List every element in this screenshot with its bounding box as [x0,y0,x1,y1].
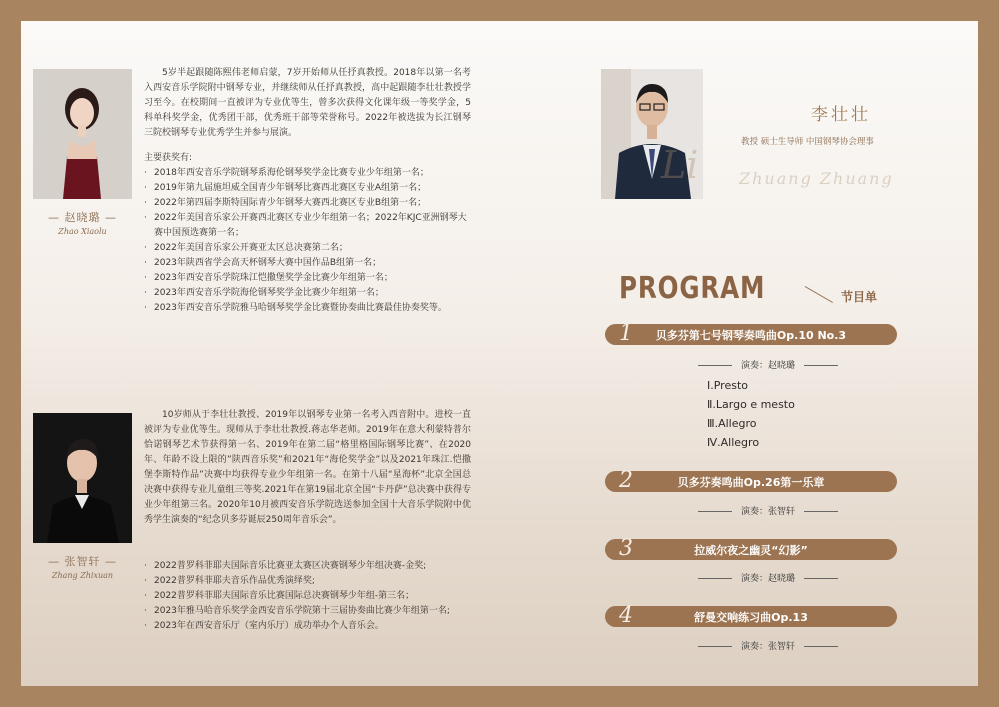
teacher-title: 教授 硕士生导师 中国钢琴协会理事 [741,137,874,147]
teacher-script-surname: Li [661,143,699,187]
award-item: · 2023年雅马哈音乐奖学金西安音乐学院第十三届协奏曲比赛少年组第一名; [144,604,471,619]
program-item-performer [689,639,847,652]
program-item-number: 2 [619,468,633,493]
divider-line [698,365,732,366]
award-item: · 2023年西安音乐学院海伦钢琴奖学金比赛少年组第一名； [144,286,471,301]
student2-bio [144,408,471,528]
student2-bio-text: 10岁师从于李壮壮教授、2019年以钢琴专业第一名考入西音附中。进校一直被评为专业优等生。现师从于李壮壮教授.蒋志华老师。2019年在意大利蒙特普尔恰诺钢琴艺术节获得第一名、2019年在第二届“格里格国际钢琴比赛”、在2020年、年龄不设上限的”陕西音乐奖”和2021年“海伦奖学金”以及2021年珠江.恺撒堡李斯特作品”决赛中均获得专业少年组第一名。在第十八届“星海杯”北京全国总决赛中获得专业儿童组三等奖.2021年在第19届北京全国“卡丹萨”总决赛中获得专业少年组第三名。2020年10月被西安音乐学院选送参加全国十大音乐学院附中优秀学生演奏的“纪念贝多芬诞辰250周年音乐会”。 [144,410,471,525]
portrait-zhao-xiaolu [33,69,132,199]
movement-list [707,376,795,452]
program-item-bar [605,603,897,628]
student2-awards [144,559,471,634]
student2-name-script: Zhang Zhixuan [51,571,114,580]
movement-item: Ⅰ.Presto [707,379,749,392]
student1-awards [144,151,471,316]
program-item-number: 3 [619,536,633,561]
program-item-title: 贝多芬第七号钢琴奏鸣曲Op.10 No.3 [655,329,847,342]
teacher-script-given: Zhuang Zhuang [739,169,894,188]
program-item-number: 1 [619,321,633,346]
performer-label: 演奏：赵晓璐 [741,361,796,371]
divider-line [804,646,838,647]
award-item: · 2023年西安音乐学院珠江恺撒堡奖学金比赛少年组第一名； [144,271,471,286]
performer-label: 演奏：张智轩 [741,507,796,517]
award-item: · 2019年第九届施坦威全国青少年钢琴比赛西北赛区专业A组第一名； [144,181,471,196]
program-item-bar [605,468,897,493]
divider-line [698,511,732,512]
program-item-title: 拉威尔夜之幽灵“幻影” [694,544,808,557]
award-item: · 2023年西安音乐学院雅马哈钢琴奖学金比赛暨协奏曲比赛最佳协奏奖等。 [144,301,471,316]
teacher-name: 李壮壮 [811,105,871,125]
awards-heading: 主要获奖有: [144,153,193,163]
performer-label: 演奏：张智轩 [741,642,796,652]
student1-name: — 赵晓璐 — [48,211,117,224]
program-subheading: 节目单 [841,290,878,304]
award-item: · 2022普罗科菲耶夫音乐作品优秀演绎奖; [144,574,471,589]
program-item-title: 舒曼交响练习曲Op.13 [694,611,808,624]
student1-bio [144,66,471,141]
student1-name-script: Zhao Xiaolu [58,227,107,236]
performer-label: 演奏：赵晓璐 [741,574,796,584]
award-item: · 2022年美国音乐家公开赛西北赛区专业少年组第一名；2022年KJC亚洲钢琴大赛中国预选赛第一名； [144,211,471,241]
divider-line [804,578,838,579]
divider-line [804,511,838,512]
movement-item: Ⅱ.Largo e mesto [707,398,795,411]
program-divider [805,286,833,303]
award-item: · 2022普罗科菲耶夫国际音乐比赛国际总决赛钢琴少年组-第三名； [144,589,471,604]
movement-item: Ⅲ.Allegro [707,417,757,430]
program-item-performer [689,504,847,517]
program-heading: PROGRAM [619,271,766,306]
award-item: · 2018年西安音乐学院钢琴系海伦钢琴奖学金比赛专业少年组第一名； [144,166,471,181]
award-item: · 2023年在西安音乐厅（室内乐厅）成功举办个人音乐会。 [144,619,471,634]
award-item: · 2023年陕西省学会高天杯钢琴大赛中国作品B组第一名； [144,256,471,271]
portrait-zhang-zhixuan [33,413,132,543]
divider-line [698,646,732,647]
program-item-bar [605,321,897,346]
program-item-number: 4 [619,603,633,628]
award-item: · 2022年美国音乐家公开赛亚太区总决赛第二名； [144,241,471,256]
program-item-bar [605,536,897,561]
award-item: · 2022年第四届李斯特国际青少年钢琴大赛西北赛区专业B组第一名； [144,196,471,211]
program-item-title: 贝多芬奏鸣曲Op.26第一乐章 [677,476,825,489]
student2-name: — 张智轩 — [48,555,117,568]
program-item-performer [689,571,847,584]
program-item-performer [689,358,847,371]
movement-item: Ⅳ.Allegro [707,436,760,449]
divider-line [804,365,838,366]
program-sheet [21,21,978,686]
divider-line [698,578,732,579]
award-item: · 2022普罗科菲耶夫国际音乐比赛亚太赛区决赛钢琴少年组决赛-金奖; [144,559,471,574]
student1-bio-text: 5岁半起跟随陈熙伟老师启蒙，7岁开始师从任抒真教授。2018年以第一名考入西安音乐学院附中钢琴专业，并继续师从任抒真教授，高中起跟随李壮壮教授学习至今。在校期间一直被评为专业优等生，曾多次获得文化课年级一等奖学金，5科单科奖学金，优秀团干部，优秀班干部等荣誉称号。2022年被选拔为长江钢琴三院校钢琴专业优秀学生并参与展演。 [144,68,471,138]
